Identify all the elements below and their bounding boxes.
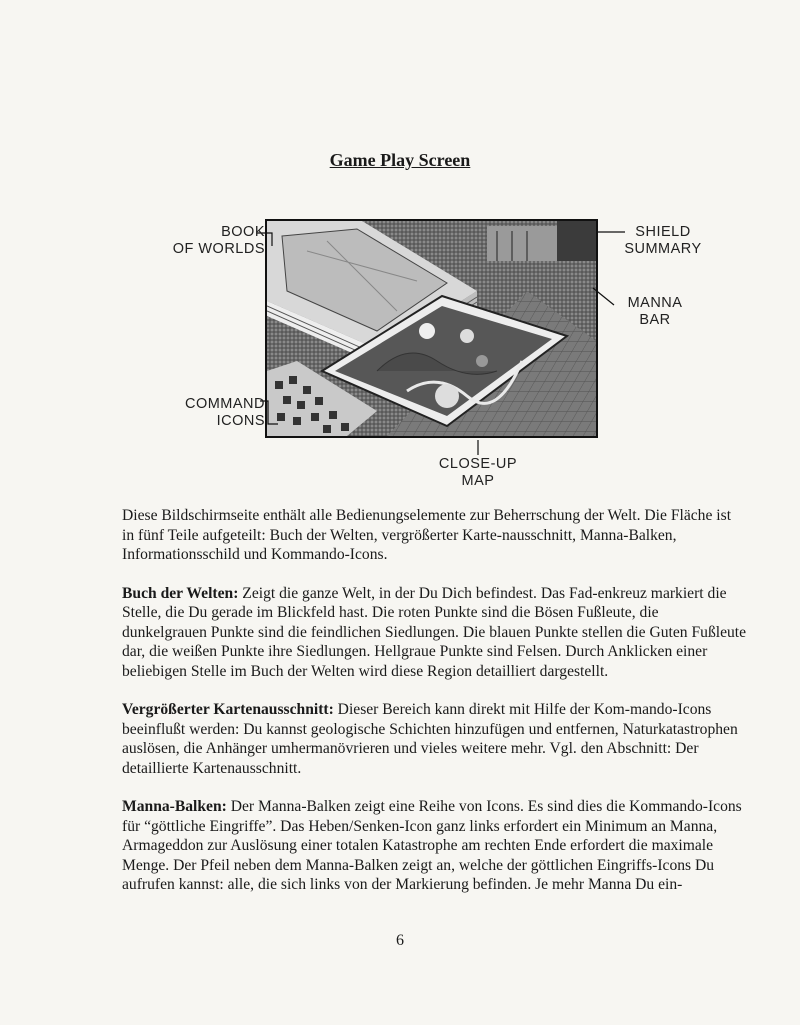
paragraph-intro (122, 506, 747, 565)
label-closeup-line1: CLOSE-UP (438, 456, 518, 472)
paragraph-close-up-map (122, 700, 747, 778)
label-command-line1: COMMAND (184, 396, 265, 412)
paragraph-text: Zeigt die ganze Welt, in der Du Dich befindest. Das Fad-enkreuz markiert die Stelle, die Du gerade im Blickfeld hast. Die roten Punkte sind die Bösen Fußleute, die dunkelgrauen Punkte sind die feindlichen Siedlungen. Die blauen Punkte stellen die Guten Fußleute dar, die weißen Punkte ihre Siedlungen. Hellgraue Punkte sind Felsen. Durch Anklicken einer beliebigen Stelle im Buch der Welten wird diese Region detailliert dargestellt. (122, 584, 747, 680)
label-manna-line1: MANNA (627, 295, 683, 311)
label-command-line2: ICONS (216, 413, 265, 429)
label-shield-line2: SUMMARY (624, 241, 702, 257)
label-shield-line1: SHIELD (635, 224, 691, 240)
label-book-line2: OF WORLDS (172, 241, 265, 257)
game-screenshot (265, 219, 598, 438)
paragraph-manna-bar (122, 797, 747, 895)
paragraph-text: Der Manna-Balken zeigt eine Reihe von Icons. Es sind dies die Kommando-Icons für “göttliche Eingriffe”. Das Heben/Senken-Icon ganz links erfordert ein Minimum an Manna, Armageddon zur Auslösung einer totalen Katastrophe am rechten Ende erfordert die maximale Menge. Der Pfeil neben dem Manna-Balken zeigt an, welche der göttlichen Eingriffs-Icons Du aufrufen kannst: alle, die sich links von der Markierung befinden. Je mehr Manna Du ein- (122, 798, 742, 893)
label-close-up-map (408, 456, 548, 490)
page-number: 6 (396, 932, 404, 949)
label-manna-bar (605, 295, 705, 329)
paragraph-book-of-worlds (122, 584, 747, 682)
page-title: Game Play Screen (329, 150, 471, 170)
label-manna-line2: BAR (639, 312, 671, 328)
label-closeup-line2: MAP (461, 473, 495, 489)
shield-summary-graphic (557, 221, 596, 261)
paragraph-heading: Manna-Balken: (122, 798, 227, 815)
label-shield-summary (613, 224, 713, 258)
label-command-icons (150, 396, 265, 430)
paragraph-text: Diese Bildschirmseite enthält alle Bedienungselemente zur Beherrschung der Welt. Die Fläche ist in fünf Teile aufgeteilt: Buch der Welten, vergrößerter Karte-nausschnitt, Manna-Balken, Informationsschild und Kommando-Icons. (122, 507, 732, 563)
paragraph-text: Dieser Bereich kann direkt mit Hilfe der Kom-mando-Icons beeinflußt werden: Du kannst geologische Schichten hinzufügen und entfernen, Naturkatastrophen auslösen, die Anhänger umhermanövrieren und vieles weitere mehr. Vgl. den Abschnitt: Der detaillierte Kartenausschnitt. (122, 701, 738, 777)
paragraph-heading: Buch der Welten: (122, 584, 239, 602)
label-book-of-worlds (150, 224, 265, 258)
game-screenshot-image (267, 221, 596, 436)
body-text (122, 506, 747, 914)
paragraph-heading: Vergrößerter Kartenausschnitt: (122, 701, 334, 718)
label-book-line1: BOOK (221, 224, 265, 240)
